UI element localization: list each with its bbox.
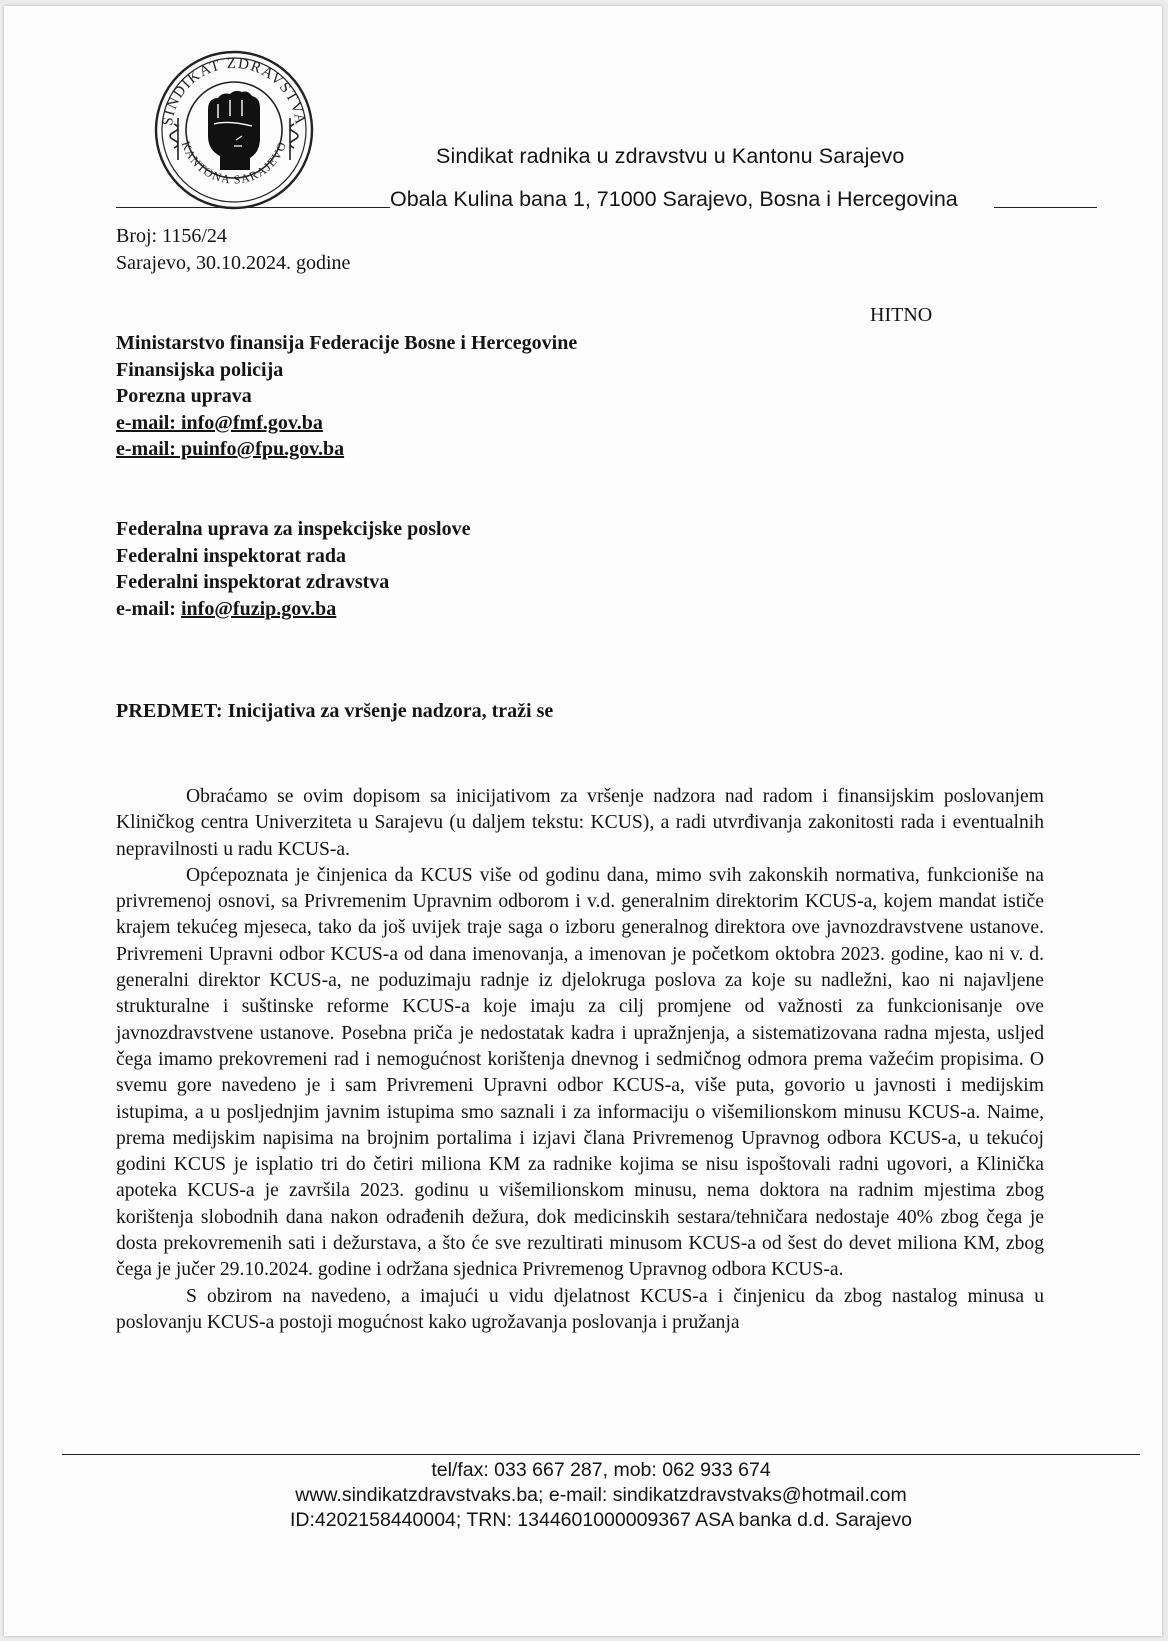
header-rule-right	[994, 207, 1097, 208]
recipients-block-2	[116, 516, 470, 622]
email-link-fuzip[interactable]: info@fuzip.gov.ba	[180, 597, 337, 620]
recipient-tax-administration: Porezna uprava	[116, 385, 252, 408]
email-link-fmf[interactable]: e-mail: info@fmf.gov.ba	[116, 411, 323, 434]
urgency-label: HITNO	[870, 304, 933, 326]
subject-line	[116, 700, 553, 723]
body-paragraph-1: Obraćamo se ovim dopisom sa inicijativom za vršenje nadzora nad radom i finansijskim poslovanjem Kliničkog centra Univerziteta u Sarajevu (u daljem tekstu: KCUS), a radi utvrđivanja zakonitosti rada i eventualnih nepravilnosti u radu KCUS-a.	[116, 786, 1044, 860]
recipient-ministry: Ministarstvo finansija Federacije Bosne i Hercegovine	[116, 332, 578, 354]
recipient-labour-inspectorate: Federalni inspektorat rada	[116, 544, 346, 567]
document-page	[4, 6, 1162, 1636]
subject-text: Inicijativa za vršenje nadzora, traži se	[222, 700, 554, 722]
raised-fist-icon	[208, 91, 260, 170]
footer-bank: ID:4202158440004; TRN: 1344601000009367 ASA banka d.d. Sarajevo	[290, 1509, 912, 1531]
recipient-inspection-administration: Federalna uprava za inspekcijske poslove	[116, 518, 471, 540]
logo-text-bottom: KANTONA SARAJEVO	[178, 139, 290, 187]
organization-name: Sindikat radnika u zdravstvu u Kantonu Sarajevo	[436, 144, 905, 168]
footer-contact: tel/fax: 033 667 287, mob: 062 933 674	[431, 1459, 771, 1481]
subject-label: PREDMET:	[116, 700, 223, 722]
footer	[62, 1458, 1140, 1533]
footer-web-email: www.sindikatzdravstvaks.ba; e-mail: sindikatzdravstvaks@hotmail.com	[295, 1484, 907, 1506]
logo-text-top: SINDIKAT ZDRAVSTVA	[160, 55, 309, 127]
footer-rule	[62, 1454, 1140, 1455]
organization-address: Obala Kulina bana 1, 71000 Sarajevo, Bosna i Hercegovina	[390, 187, 958, 211]
reference-number: Broj: 1156/24	[116, 225, 227, 247]
email-label: e-mail:	[116, 597, 181, 620]
place-date: Sarajevo, 30.10.2024. godine	[116, 252, 351, 274]
letter-body	[116, 784, 1044, 1336]
recipients-block-1	[116, 330, 577, 463]
union-logo	[152, 48, 316, 212]
email-link-fpu[interactable]: e-mail: puinfo@fpu.gov.ba	[116, 438, 345, 461]
body-paragraph-3: S obzirom na navedeno, a imajući u vidu djelatnost KCUS-a i činjenicu da zbog nastalog minusa u poslovanju KCUS-a postoji mogućnost kako ugrožavanja poslovanja i pružanja	[116, 1285, 1044, 1333]
body-paragraph-2: Općepoznata je činjenica da KCUS više od godinu dana, mimo svih zakonskih normativa, funkcioniše na privremenoj osnovi, sa Privremenim Upravnim odborom i v.d. generalnim direktorim KCUS-a, kojem mandat ističe krajem tekućeg mjeseca, tako da još uvijek traje saga o izboru generalnog direktora ove javnozdravstvene ustanove. Privremeni Upravni odbor KCUS-a od dana imenovanja, a imenovan je početkom oktobra 2023. godine, kao ni v. d. generalni direktor KCUS-a, ne poduzimaju radnje iz djelokruga poslova za koje su nadležni, kao ni najavljene strukturalne i suštinske reforme KCUS-a koje imaju za cilj promjene od važnosti za funkcionisanje ove javnozdravstvene ustanove. Posebna priča je nedostatak kadra i upražnjenja, a sistematizovana radna mjesta, usljed čega imamo prekovremeni rad i nemogućnost korištenja dnevnog i sedmičnog odmora prema važećim propisima. O svemu gore navedeno je i sam Privremeni Upravni odbor KCUS-a, više puta, govorio u javnosti i medijskim istupima, a u posljednjim javnim istupima smo saznali i za informaciju o višemilionskom minusu KCUS-a. Naime, prema medijskim napisima na brojnim portalima i izjavi člana Privremenog Upravnog odbora KCUS-a, u tekućoj godini KCUS je isplatio tri do četiri miliona KM za radnike kojima se nisu ispoštovali radni ugovori, a Klinička apoteka KCUS-a je završila 2023. godinu u višemilionskom minusu, nema doktora na radnim mjestima zbog korištenja slobodnih dana nakon odrađenih dežura, dok medicinskih sestara/tehničara nedostaje 40% zbog čega je dosta prekovremenih sati i dežurstava, a što će sve rezultirati minusom KCUS-a od šest do devet miliona KM, zbog čega je jučer 29.10.2024. godine i održana sjednica Privremenog Upravnog odbora KCUS-a.	[116, 864, 1044, 1281]
header-rule-left	[116, 207, 390, 208]
recipient-financial-police: Finansijska policija	[116, 358, 284, 381]
recipient-health-inspectorate: Federalni inspektorat zdravstva	[116, 571, 390, 594]
